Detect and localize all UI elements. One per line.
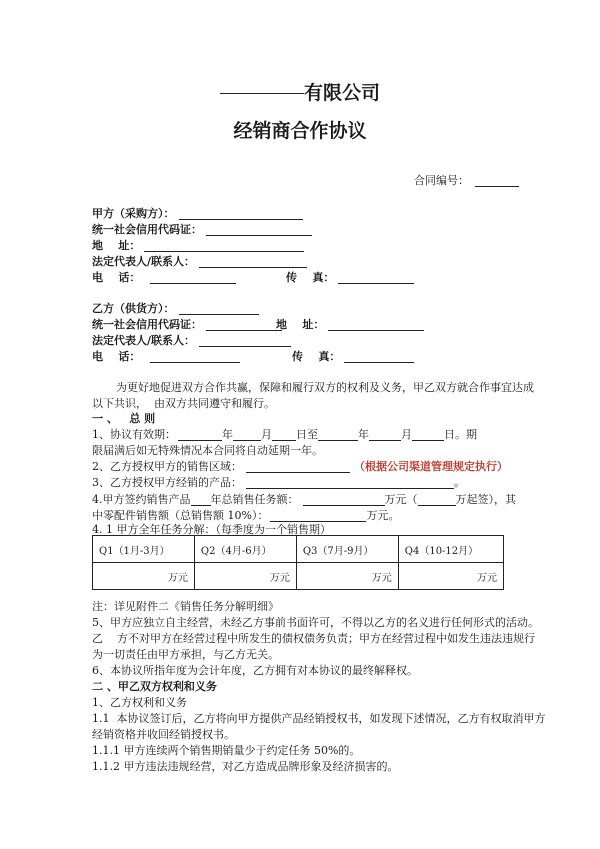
clause-1-validity: 1、协议有效期： 年 月 日至 年 月 日。期 — [92, 428, 477, 441]
clause-4-annex-note: 注：详见附件二《销售任务分解明细》 — [92, 600, 279, 613]
section-2-subheading: 1、乙方权利和义务 — [92, 696, 187, 709]
quarterly-task-table — [92, 535, 504, 590]
clause-5-responsibility: 为一切责任由甲方承担，与乙方无关。 — [92, 648, 279, 661]
party-b-phone: 电 话： — [92, 348, 240, 364]
party-a-address: 地 址： — [92, 237, 304, 253]
table-row — [93, 563, 504, 590]
company-name-blank — [220, 93, 304, 94]
document-title: 经销商合作协议 — [233, 120, 367, 142]
quarter-q1-amount: 万元 — [93, 563, 195, 590]
party-a-phone: 电 话： — [92, 269, 236, 285]
party-a-rep: 法定代表人/联系人： — [92, 253, 307, 269]
clause-1-1: 1.1 本协议签订后，乙方将向甲方提供产品经销授权书，如发现下述情况，乙方有权取消甲方 — [92, 712, 546, 725]
company-name-heading: 有限公司 — [0, 78, 600, 105]
clause-2-note: （根据公司渠道管理规定执行） — [354, 460, 508, 473]
party-b-rep: 法定代表人/联系人： — [92, 332, 291, 348]
quarter-q4-amount: 万元 — [398, 563, 503, 590]
clause-1-1-cont: 经销资格并收回经销授权书。 — [92, 728, 235, 741]
section-2-heading: 二 、甲乙双方权利和义务 — [92, 680, 217, 693]
quarter-q2: Q2（4月-6月） — [194, 536, 296, 563]
quarter-q3: Q3（7月-9月） — [296, 536, 398, 563]
section-1-heading: 一 、 总 则 — [92, 412, 156, 425]
clause-1-1-2: 1.1.2 甲方违法违规经营，对乙方造成品牌形象及经济损害的。 — [92, 760, 399, 773]
quarter-q4: Q4（10-12月） — [398, 536, 503, 563]
party-a-fax: 传 真： — [286, 269, 414, 285]
intro-line-1: 为更好地促进双方合作共赢，保障和履行双方的权利及义务，甲乙双方就合作事宜达成 — [116, 381, 534, 394]
party-b-fax: 传 真： — [292, 348, 414, 364]
contract-number: 合同编号： — [414, 172, 519, 188]
clause-1-1-1: 1.1.1 甲方连续两个销售期销量少于约定任务 50%的。 — [92, 744, 361, 757]
party-b-title: 乙方（供货方）： — [92, 300, 259, 316]
clause-3-products: 3、乙方授权甲方经销的产品： 。 — [92, 476, 465, 489]
quarter-q2-amount: 万元 — [194, 563, 296, 590]
clause-6-interpretation: 6、本协议所指年度为会计年度，乙方拥有对本协议的最终解释权。 — [92, 664, 418, 677]
clause-5-liability: 乙 方不对甲方在经营过程中所发生的债权债务负责；甲方在经营过程中如发生违法违规行 — [92, 632, 535, 645]
clause-1-renewal: 限届满后如无特殊情况本合同将自动延期一年。 — [92, 444, 323, 457]
clause-2-sales-region: 2、乙方授权甲方的销售区域： （根据公司渠道管理规定执行） — [92, 460, 508, 473]
intro-line-2: 以下共识， 由双方共同遵守和履行。 — [92, 397, 275, 410]
party-a-title: 甲方（采购方）： — [92, 205, 303, 221]
clause-4-sales-target: 4.甲方签约销售产品 年总销售任务额： 万元（ 万起签），其 — [92, 493, 516, 506]
quarter-q3-amount: 万元 — [296, 563, 398, 590]
party-a-credit-code: 统一社会信用代码证： — [92, 221, 312, 237]
party-b-address: 地 址： — [276, 316, 424, 332]
clause-5-independent: 5、甲方应独立自主经营，未经乙方事前书面许可，不得以乙方的名义进行任何形式的活动。 — [92, 616, 539, 629]
clause-4-parts-sales: 中零配件销售额（总销售额 10%）： 万元。 — [92, 509, 400, 522]
quarter-q1: Q1（1月-3月） — [93, 536, 195, 563]
clause-4-1-breakdown: 4. 1 甲方全年任务分解：（每季度为一个销售期） — [92, 523, 331, 536]
contract-number-blank — [475, 174, 519, 187]
party-b-credit-code: 统一社会信用代码证： — [92, 316, 282, 332]
table-row — [93, 536, 504, 563]
